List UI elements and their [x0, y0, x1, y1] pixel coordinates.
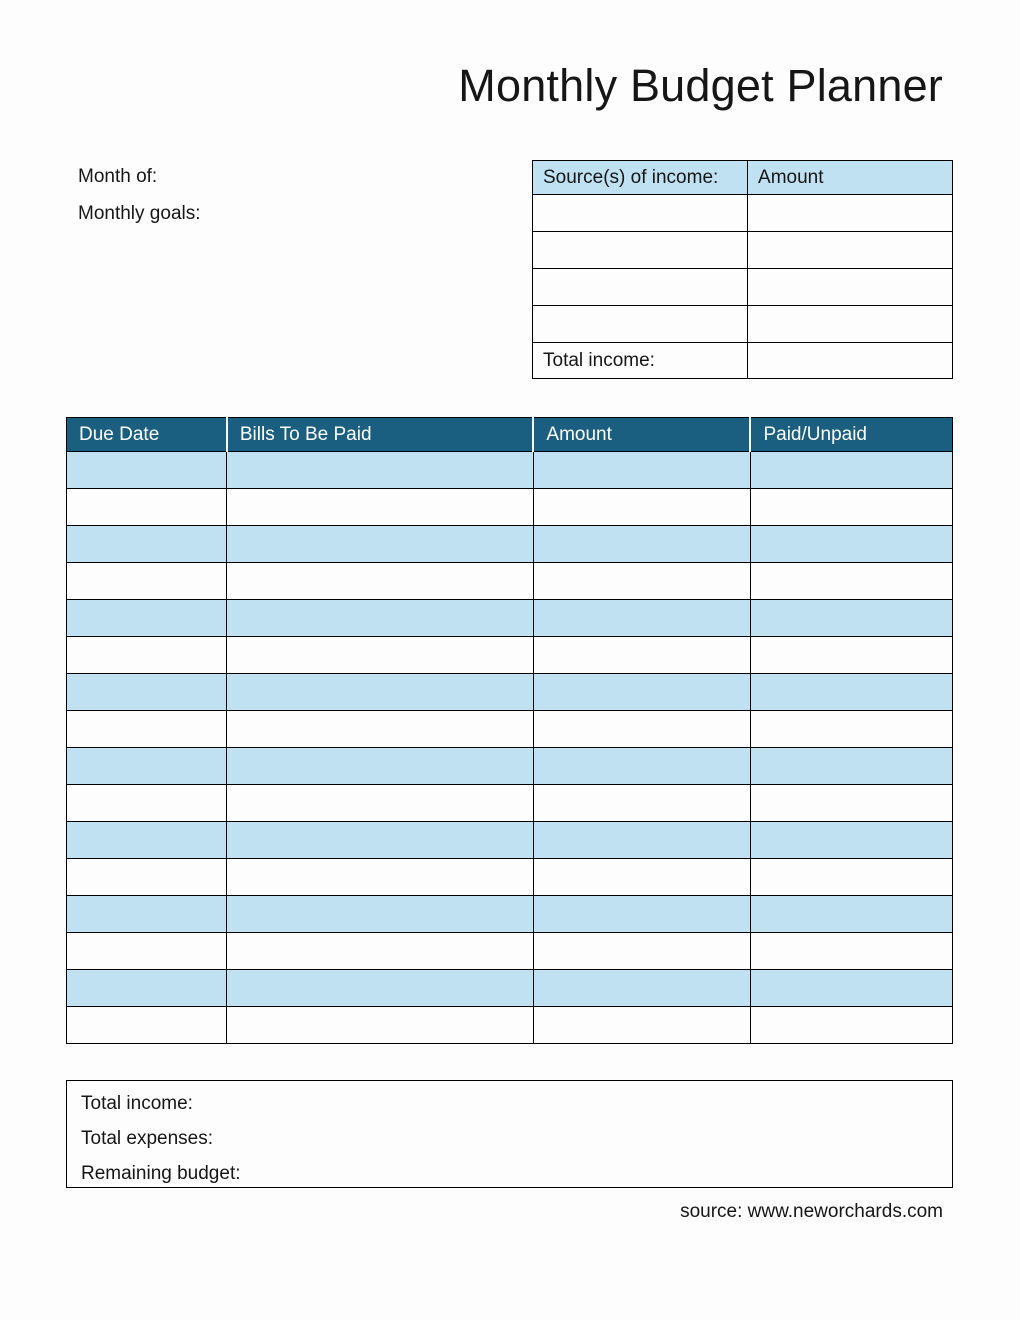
income-amount-cell[interactable]: [748, 269, 953, 306]
summary-remaining-budget-label: Remaining budget:: [81, 1163, 241, 1184]
paid-unpaid-cell[interactable]: [750, 600, 952, 637]
bill-name-cell[interactable]: [227, 674, 534, 711]
bill-amount-cell[interactable]: [533, 859, 750, 896]
income-table-row: [533, 269, 953, 306]
due-date-cell[interactable]: [67, 489, 227, 526]
bills-table-row: [67, 896, 953, 933]
bill-name-cell[interactable]: [227, 859, 534, 896]
bills-table-row: [67, 452, 953, 489]
bill-name-cell[interactable]: [227, 563, 534, 600]
bills-table-row: [67, 711, 953, 748]
bill-name-cell[interactable]: [227, 711, 534, 748]
bill-name-cell[interactable]: [227, 526, 534, 563]
bill-amount-cell[interactable]: [533, 933, 750, 970]
bill-name-cell[interactable]: [227, 637, 534, 674]
page-title: Monthly Budget Planner: [458, 60, 943, 111]
income-total-label: Total income:: [533, 343, 748, 379]
income-source-cell[interactable]: [533, 306, 748, 343]
paid-unpaid-cell[interactable]: [750, 563, 952, 600]
bill-name-cell[interactable]: [227, 933, 534, 970]
income-table-row: [533, 195, 953, 232]
bill-amount-cell[interactable]: [533, 785, 750, 822]
due-date-cell[interactable]: [67, 933, 227, 970]
bills-table-row: [67, 1007, 953, 1044]
income-source-cell[interactable]: [533, 195, 748, 232]
due-date-cell[interactable]: [67, 600, 227, 637]
paid-unpaid-cell[interactable]: [750, 489, 952, 526]
bills-table: [66, 417, 953, 1044]
bill-amount-cell[interactable]: [533, 711, 750, 748]
paid-unpaid-cell[interactable]: [750, 822, 952, 859]
bills-table-row: [67, 748, 953, 785]
due-date-cell[interactable]: [67, 896, 227, 933]
income-source-cell[interactable]: [533, 269, 748, 306]
bills-table-row: [67, 526, 953, 563]
due-date-cell[interactable]: [67, 452, 227, 489]
paid-unpaid-cell[interactable]: [750, 748, 952, 785]
bill-name-cell[interactable]: [227, 1007, 534, 1044]
income-amount-cell[interactable]: [748, 195, 953, 232]
due-date-cell[interactable]: [67, 674, 227, 711]
paid-unpaid-cell[interactable]: [750, 711, 952, 748]
bills-table-header-row: [67, 418, 953, 452]
bill-amount-cell[interactable]: [533, 452, 750, 489]
due-date-cell[interactable]: [67, 563, 227, 600]
bill-amount-cell[interactable]: [533, 489, 750, 526]
bills-table-row: [67, 859, 953, 896]
month-of-label: Month of:: [78, 166, 158, 187]
paid-unpaid-cell[interactable]: [750, 859, 952, 896]
income-table-row: [533, 306, 953, 343]
bills-table-row: [67, 563, 953, 600]
bill-amount-cell[interactable]: [533, 896, 750, 933]
income-table-header-row: [533, 161, 953, 195]
income-amount-header: Amount: [748, 161, 953, 195]
bills-table-row: [67, 822, 953, 859]
bill-amount-cell[interactable]: [533, 748, 750, 785]
bills-table-row: [67, 970, 953, 1007]
bill-name-cell[interactable]: [227, 896, 534, 933]
summary-total-income-label: Total income:: [81, 1093, 193, 1114]
bills-table-row: [67, 674, 953, 711]
bill-amount-cell[interactable]: [533, 822, 750, 859]
bill-name-cell[interactable]: [227, 822, 534, 859]
income-total-row: [533, 343, 953, 379]
paid-unpaid-cell[interactable]: [750, 785, 952, 822]
bills-table-row: [67, 489, 953, 526]
bill-amount-cell[interactable]: [533, 563, 750, 600]
paid-unpaid-cell[interactable]: [750, 970, 952, 1007]
bills-to-be-paid-header: Bills To Be Paid: [227, 418, 534, 452]
due-date-cell[interactable]: [67, 859, 227, 896]
meta-block: [78, 165, 201, 239]
bill-amount-cell[interactable]: [533, 970, 750, 1007]
bill-amount-cell[interactable]: [533, 637, 750, 674]
bill-name-cell[interactable]: [227, 748, 534, 785]
due-date-cell[interactable]: [67, 711, 227, 748]
paid-unpaid-cell[interactable]: [750, 637, 952, 674]
bill-name-cell[interactable]: [227, 785, 534, 822]
bill-name-cell[interactable]: [227, 489, 534, 526]
income-table: [532, 160, 953, 379]
due-date-cell[interactable]: [67, 1007, 227, 1044]
bill-amount-cell[interactable]: [533, 526, 750, 563]
paid-unpaid-cell[interactable]: [750, 1007, 952, 1044]
income-table-row: [533, 232, 953, 269]
source-footer: source: www.neworchards.com: [680, 1201, 943, 1222]
monthly-goals-label: Monthly goals:: [78, 203, 201, 224]
bills-table-row: [67, 637, 953, 674]
bill-name-cell[interactable]: [227, 970, 534, 1007]
due-date-header: Due Date: [67, 418, 227, 452]
bills-table-body: [67, 452, 953, 1044]
paid-unpaid-cell[interactable]: [750, 452, 952, 489]
paid-unpaid-header: Paid/Unpaid: [750, 418, 952, 452]
amount-header: Amount: [533, 418, 750, 452]
income-total-value-cell[interactable]: [748, 343, 953, 379]
bill-amount-cell[interactable]: [533, 1007, 750, 1044]
bills-table-row: [67, 600, 953, 637]
bills-table-row: [67, 785, 953, 822]
income-amount-cell[interactable]: [748, 306, 953, 343]
bill-name-cell[interactable]: [227, 600, 534, 637]
paid-unpaid-cell[interactable]: [750, 933, 952, 970]
summary-box: [66, 1080, 953, 1188]
bill-amount-cell[interactable]: [533, 600, 750, 637]
due-date-cell[interactable]: [67, 526, 227, 563]
bills-table-row: [67, 933, 953, 970]
paid-unpaid-cell[interactable]: [750, 674, 952, 711]
bill-name-cell[interactable]: [227, 452, 534, 489]
due-date-cell[interactable]: [67, 970, 227, 1007]
income-source-header: Source(s) of income:: [533, 161, 748, 195]
paid-unpaid-cell[interactable]: [750, 896, 952, 933]
summary-total-expenses-label: Total expenses:: [81, 1128, 214, 1149]
due-date-cell[interactable]: [67, 637, 227, 674]
income-table-body: [533, 195, 953, 343]
due-date-cell[interactable]: [67, 785, 227, 822]
income-source-cell[interactable]: [533, 232, 748, 269]
bill-amount-cell[interactable]: [533, 674, 750, 711]
income-amount-cell[interactable]: [748, 232, 953, 269]
due-date-cell[interactable]: [67, 748, 227, 785]
due-date-cell[interactable]: [67, 822, 227, 859]
paid-unpaid-cell[interactable]: [750, 526, 952, 563]
